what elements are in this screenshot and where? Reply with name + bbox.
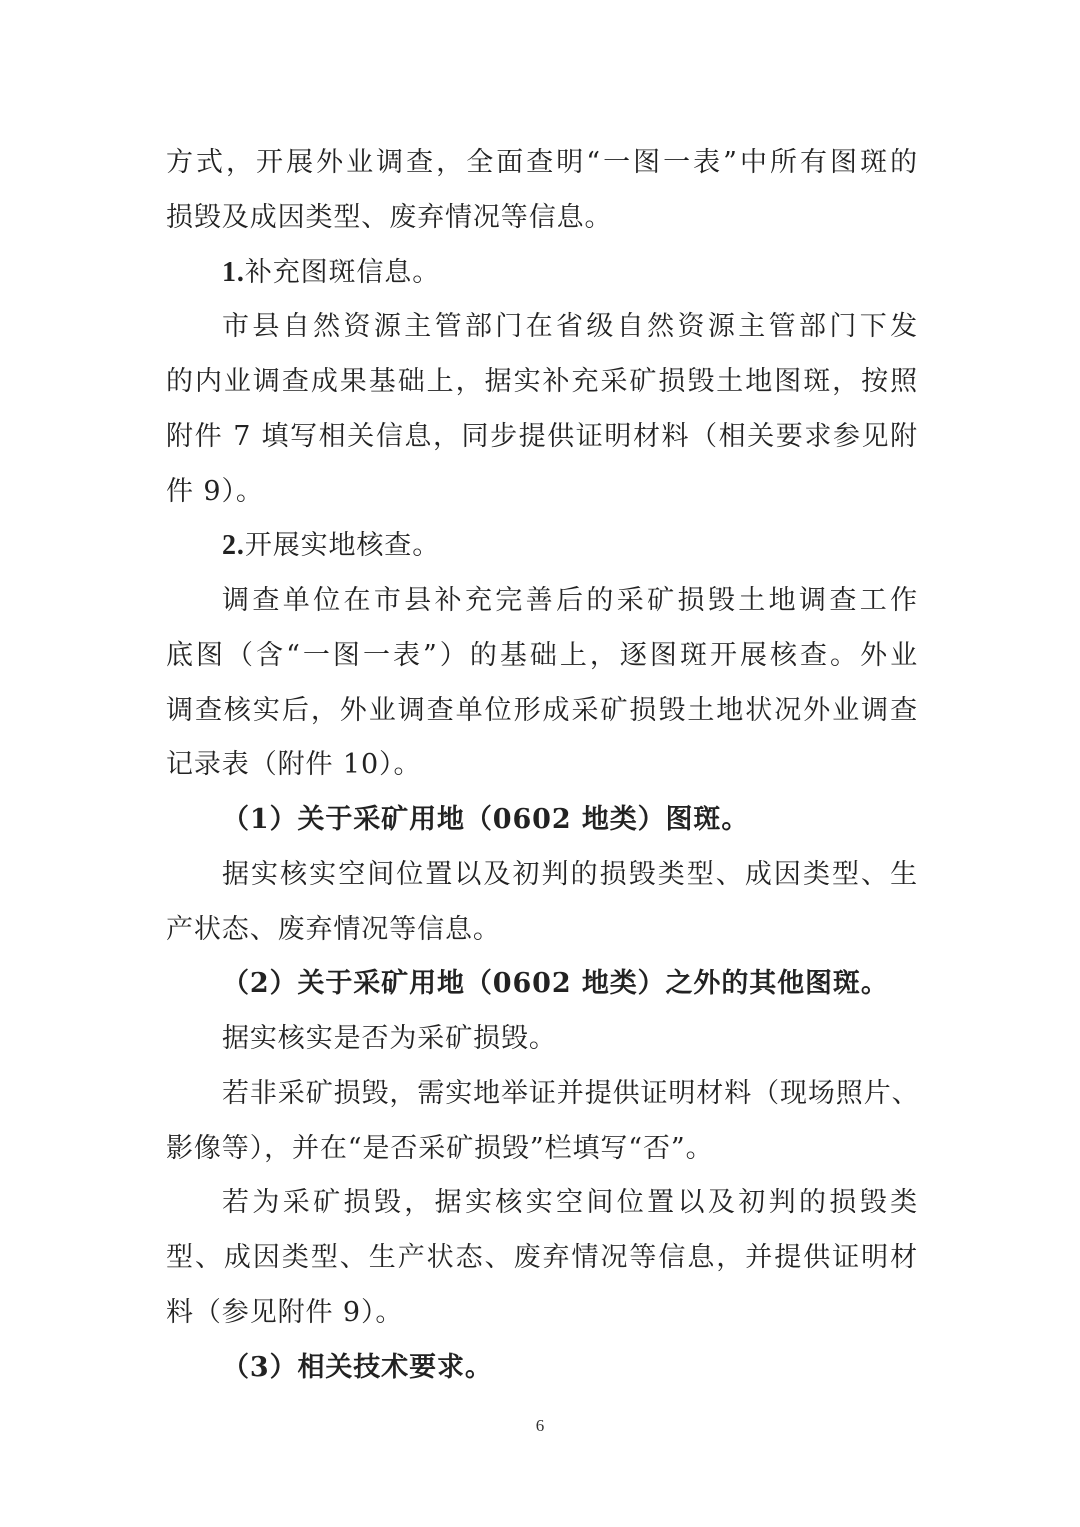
heading-number: 2. <box>222 530 245 562</box>
section-heading-2 <box>166 519 918 574</box>
paragraph-continued <box>166 136 918 246</box>
paragraph <box>166 1176 918 1340</box>
text-line: 型、成因类型、生产状态、废弃情况等信息，并提供证明材 <box>166 1242 918 1273</box>
text-line: 损毁及成因类型、废弃情况等信息。 <box>166 201 613 233</box>
subheading-1: （1）关于采矿用地（0602 地类）图斑。 <box>222 804 750 835</box>
text-line: 若为采矿损毁，据实核实空间位置以及初判的损毁类 <box>222 1187 918 1219</box>
text-line: 料（参见附件 9）。 <box>166 1296 404 1328</box>
page-body <box>166 136 918 1395</box>
text-line: 产状态、废弃情况等信息。 <box>166 913 501 945</box>
text-line: 市县自然资源主管部门在省级自然资源主管部门下发 <box>222 311 918 343</box>
heading-text: 开展实地核查。 <box>244 530 441 562</box>
heading-text: 补充图斑信息。 <box>244 256 441 288</box>
text-line: 若非采矿损毁，需实地举证并提供证明材料（现场照片、 <box>222 1077 920 1109</box>
text-line: 调查单位在市县补充完善后的采矿损毁土地调查工作 <box>222 585 918 616</box>
text-line: 附件 7 填写相关信息，同步提供证明材料（相关要求参见附 <box>166 420 918 452</box>
paragraph <box>166 1012 918 1067</box>
subheading-2: （2）关于采矿用地（0602 地类）之外的其他图斑。 <box>222 968 889 1000</box>
text-line: 件 9）。 <box>166 475 264 507</box>
paragraph <box>166 574 918 793</box>
text-line: 据实核实是否为采矿损毁。 <box>222 1023 557 1054</box>
text-line: 方式，开展外业调查，全面查明“一图一表”中所有图斑的 <box>166 147 918 178</box>
section-heading-1 <box>166 246 918 301</box>
text-line: 的内业调查成果基础上，据实补充采矿损毁土地图斑，按照 <box>166 366 918 397</box>
paragraph <box>166 1067 918 1177</box>
text-line: 底图（含“一图一表”）的基础上，逐图斑开展核查。外业 <box>166 639 918 671</box>
text-line: 调查核实后，外业调查单位形成采矿损毁土地状况外业调查 <box>166 694 918 726</box>
paragraph <box>166 300 918 519</box>
text-line: 据实核实空间位置以及初判的损毁类型、成因类型、生 <box>222 858 918 890</box>
text-line: 影像等），并在“是否采矿损毁”栏填写“否”。 <box>166 1132 714 1164</box>
page-number: 6 <box>535 1416 545 1435</box>
heading-number: 1. <box>222 256 245 288</box>
text-line: 记录表（附件 10）。 <box>166 749 422 781</box>
paragraph <box>166 848 918 958</box>
subheading-3: （3）相关技术要求。 <box>222 1351 493 1383</box>
